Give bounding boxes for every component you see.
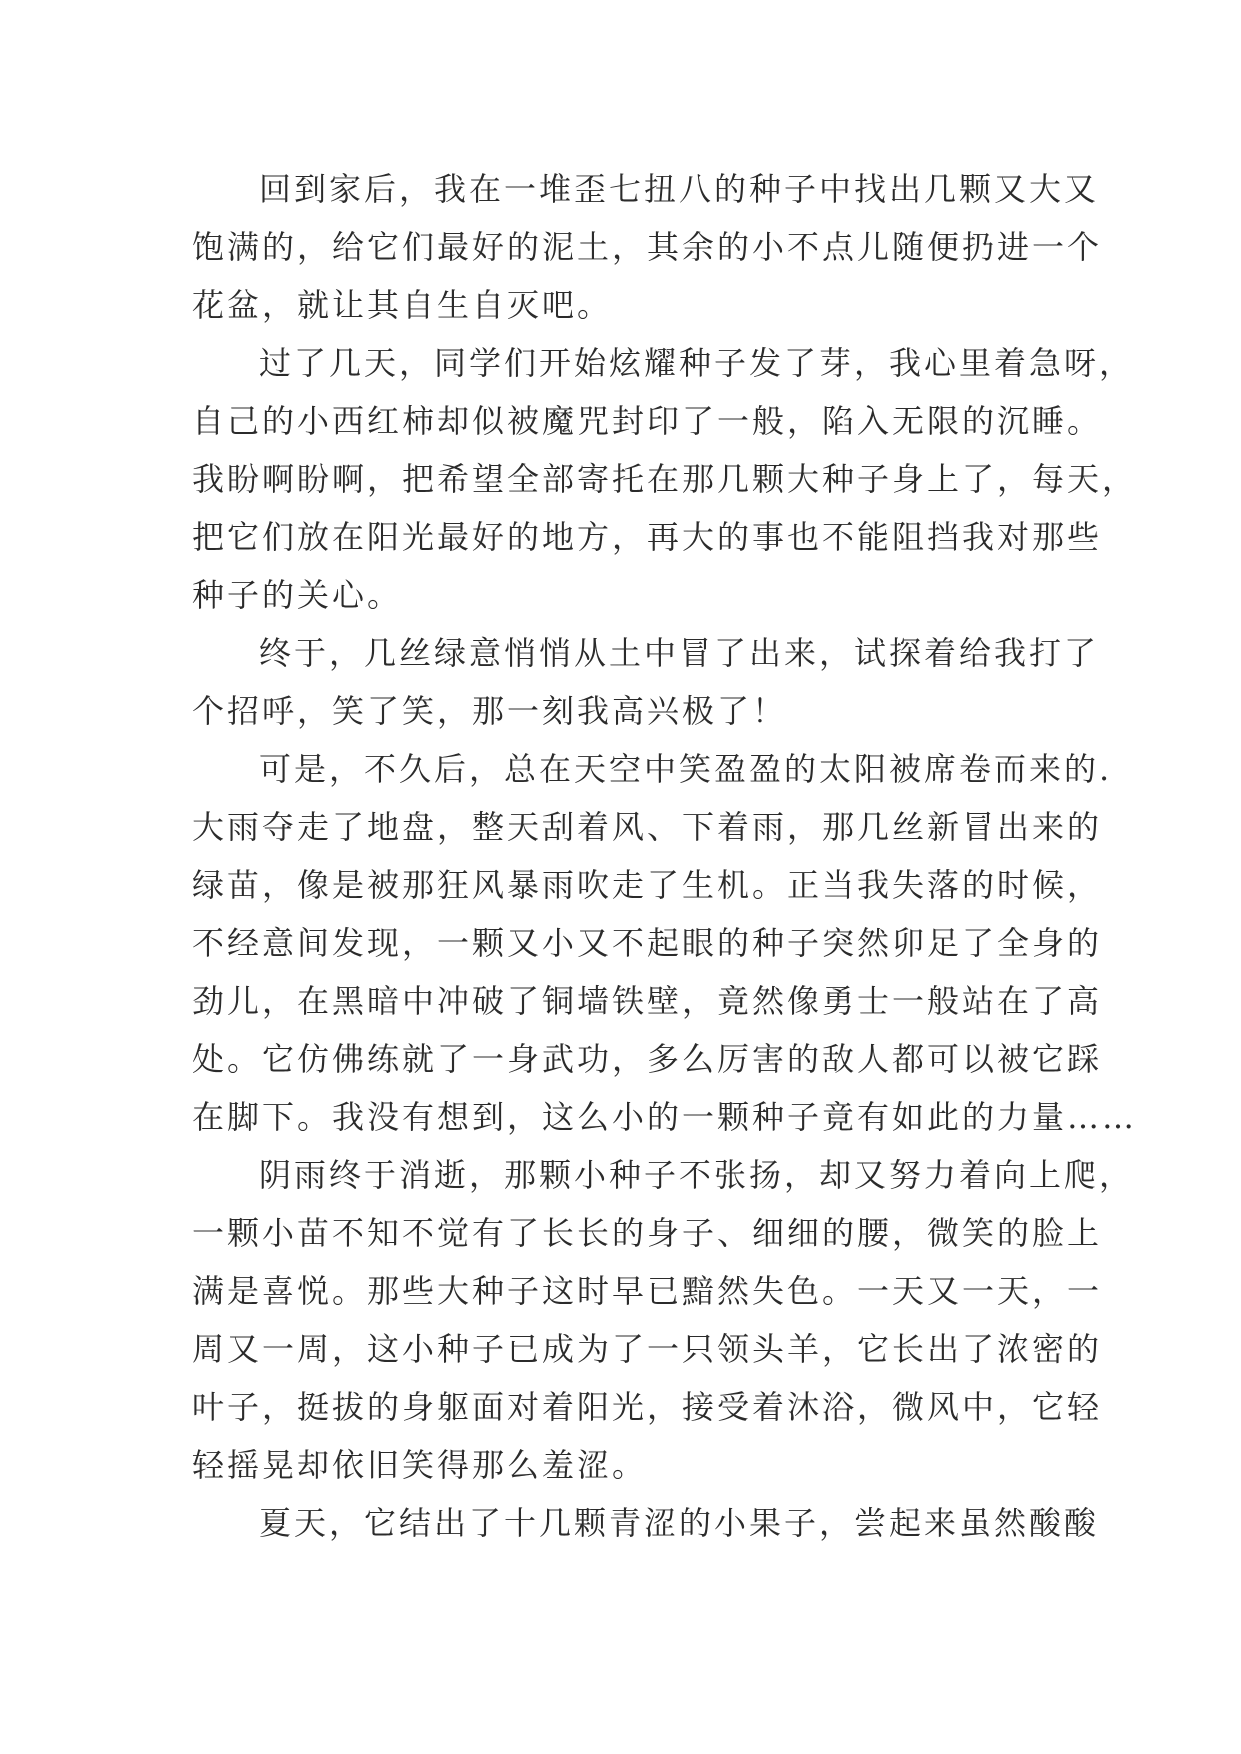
paragraph-3-line-1: 终于，几丝绿意悄悄从土中冒了出来，试探着给我打了 [259, 634, 1100, 672]
paragraph-5-line-5: 叶子，挺拔的身躯面对着阳光，接受着沐浴，微风中，它轻 [192, 1388, 1103, 1426]
paragraph-3-line-2: 个招呼，笑了笑，那一刻我高兴极了！ [192, 692, 788, 730]
paragraph-4-line-7: 在脚下。我没有想到，这么小的一颗种子竟有如此的力量…… [192, 1098, 1138, 1136]
paragraph-2-line-3: 我盼啊盼啊，把希望全部寄托在那几颗大种子身上了，每天， [192, 460, 1138, 498]
paragraph-4-line-2: 大雨夺走了地盘，整天刮着风、下着雨，那几丝新冒出来的 [192, 808, 1103, 846]
paragraph-4-line-3: 绿苗，像是被那狂风暴雨吹走了生机。正当我失落的时候， [192, 866, 1103, 904]
paragraph-4-line-6: 处。它仿佛练就了一身武功，多么厉害的敌人都可以被它踩 [192, 1040, 1103, 1078]
paragraph-2-line-2: 自己的小西红柿却似被魔咒封印了一般，陷入无限的沉睡。 [192, 402, 1103, 440]
paragraph-5-line-1: 阴雨终于消逝，那颗小种子不张扬，却又努力着向上爬， [259, 1156, 1135, 1194]
paragraph-5-line-6: 轻摇晃却依旧笑得那么羞涩。 [192, 1446, 648, 1484]
paragraph-5-line-3: 满是喜悦。那些大种子这时早已黯然失色。一天又一天，一 [192, 1272, 1103, 1310]
paragraph-4-line-4: 不经意间发现，一颗又小又不起眼的种子突然卯足了全身的 [192, 924, 1103, 962]
paragraph-1-line-2: 饱满的，给它们最好的泥土，其余的小不点儿随便扔进一个 [192, 228, 1103, 266]
paragraph-4-line-5: 劲儿，在黑暗中冲破了铜墙铁壁，竟然像勇士一般站在了高 [192, 982, 1103, 1020]
paragraph-5-line-4: 周又一周，这小种子已成为了一只领头羊，它长出了浓密的 [192, 1330, 1103, 1368]
paragraph-4-line-1: 可是，不久后，总在天空中笑盈盈的太阳被席卷而来的. [259, 750, 1113, 788]
paragraph-2-line-4: 把它们放在阳光最好的地方，再大的事也不能阻挡我对那些 [192, 518, 1103, 556]
paragraph-2-line-1: 过了几天，同学们开始炫耀种子发了芽，我心里着急呀， [259, 344, 1135, 382]
paragraph-6-line-1: 夏天，它结出了十几颗青涩的小果子，尝起来虽然酸酸 [259, 1504, 1100, 1542]
paragraph-1-line-1: 回到家后，我在一堆歪七扭八的种子中找出几颗又大又 [259, 170, 1100, 208]
essay-text [192, 160, 1138, 1552]
paragraph-5-line-2: 一颗小苗不知不觉有了长长的身子、细细的腰，微笑的脸上 [192, 1214, 1103, 1252]
paragraph-2-line-5: 种子的关心。 [192, 576, 403, 614]
paragraph-1-line-3: 花盆，就让其自生自灭吧。 [192, 286, 613, 324]
